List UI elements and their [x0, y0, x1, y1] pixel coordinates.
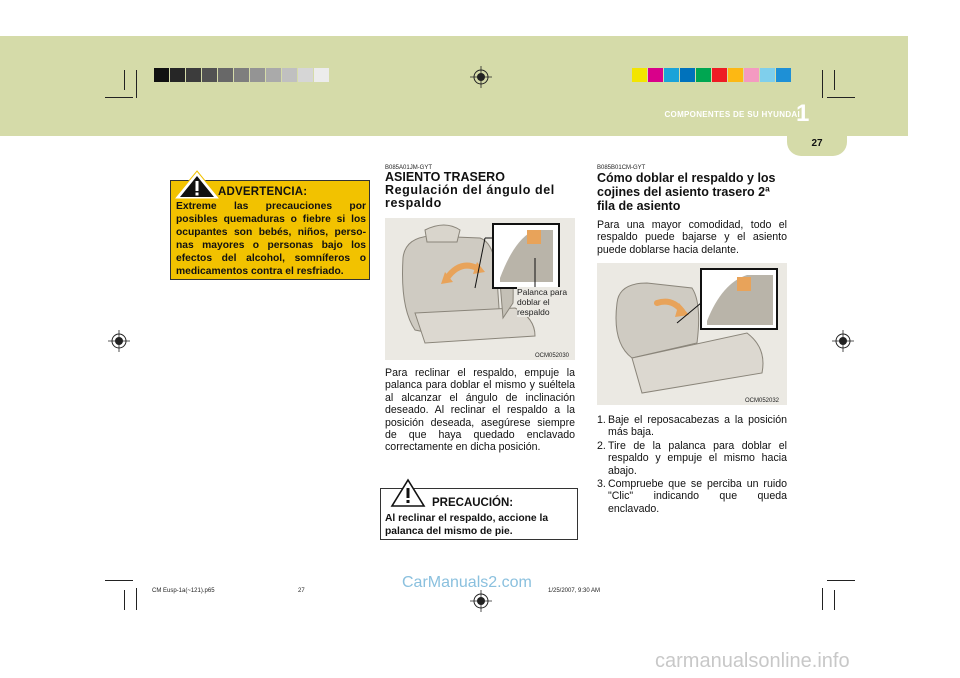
color-swatch [744, 68, 759, 82]
section-code: B085B01CM-GYT [597, 165, 646, 171]
color-swatch [648, 68, 663, 82]
footer-page: 27 [298, 588, 305, 594]
color-swatch [680, 68, 695, 82]
color-swatch [154, 68, 169, 82]
crop-mark [105, 580, 133, 581]
color-swatch [170, 68, 185, 82]
watermark-link[interactable]: CarManuals2.com [402, 574, 532, 591]
registration-target-icon [470, 590, 492, 612]
footer-date: 1/25/2007, 9:30 AM [548, 588, 601, 594]
color-swatch [760, 68, 775, 82]
color-swatch [298, 68, 313, 82]
color-swatch [776, 68, 791, 82]
registration-target-icon [108, 330, 130, 352]
color-swatch [632, 68, 647, 82]
registration-target-icon [832, 330, 854, 352]
crop-mark [105, 97, 133, 98]
rear-seat-text: Para reclinar el respaldo, empuje la palanca para doblar el mismo y suéltela al alcanzar el ángulo de inclinación deseado. Al reclinar el respaldo a la posición deseada, asegúrese siempre de que haya quedado enclavado correctamente en dicha posición. [385, 367, 575, 454]
color-swatch [696, 68, 711, 82]
color-swatch [186, 68, 201, 82]
color-swatch [266, 68, 281, 82]
rear-seat-section [385, 165, 575, 210]
crop-mark [124, 70, 125, 90]
list-item: 1. Baje el reposacabezas a la posición más baja. [597, 414, 787, 439]
color-swatch [664, 68, 679, 82]
chapter-label: COMPONENTES DE SU HYUNDAI [664, 110, 800, 119]
crop-mark [124, 590, 125, 610]
crop-mark [822, 588, 823, 610]
watermark-link[interactable]: carmanualsonline.info [655, 650, 850, 672]
fold-seat-section [597, 165, 787, 256]
list-item: 3. Compruebe que se perciba un ruido "Clic" indicando que queda enclavado. [597, 478, 787, 515]
fold-seat-illustration [597, 263, 787, 405]
footer-file: CM Eusp-1a(~121).p65 [152, 588, 215, 594]
warning-title: ADVERTENCIA: [218, 186, 308, 198]
crop-mark [827, 580, 855, 581]
fold-seat-photo [597, 263, 787, 405]
gray-calibration-bar [154, 68, 330, 82]
color-swatch [728, 68, 743, 82]
warning-text: Extreme las precauciones por posibles quemaduras o fiebre si los ocupantes son bebés, niños, perso-nas mayores o personas bajo los efectos del alcohol, somníferos o medicamentos contra el resfriado. [176, 201, 366, 277]
color-swatch [218, 68, 233, 82]
caution-text: Al reclinar el respaldo, accione la palanca del mismo de pie. [385, 513, 549, 537]
color-calibration-bar [632, 68, 792, 82]
color-swatch [314, 68, 329, 82]
warning-triangle-icon [172, 170, 222, 200]
crop-mark [136, 70, 137, 98]
color-swatch [712, 68, 727, 82]
caution-title: PRECAUCIÓN: [432, 497, 514, 509]
caution-triangle-icon [390, 478, 426, 508]
crop-mark [834, 590, 835, 610]
color-swatch [282, 68, 297, 82]
section-title: Cómo doblar el respaldo y los cojines del asiento trasero 2ª fila de asiento [597, 171, 776, 213]
crop-mark [834, 70, 835, 90]
registration-target-icon [470, 66, 492, 88]
color-swatch [250, 68, 265, 82]
photo-caption: OCM052032 [745, 398, 780, 404]
crop-mark [136, 588, 137, 610]
fold-intro-text: Para una mayor comodidad, todo el respaldo puede bajarse y el asiento puede doblarse hacia delante. [597, 219, 787, 256]
section-code: B085A01JM-GYT [385, 165, 433, 171]
photo-caption: OCM052030 [535, 353, 570, 359]
section-title: ASIENTO TRASERO [385, 170, 505, 184]
chapter-number: 1 [796, 100, 810, 127]
lever-label: Palanca para doblar el respaldo [517, 287, 575, 317]
crop-mark [827, 97, 855, 98]
list-item: 2. Tire de la palanca para doblar el respaldo y empuje el mismo hacia abajo. [597, 439, 787, 477]
crop-mark [822, 70, 823, 98]
color-swatch [234, 68, 249, 82]
section-subtitle: Regulación del ángulo del respaldo [385, 183, 555, 210]
color-swatch [202, 68, 217, 82]
page-number: 27 [811, 138, 823, 149]
fold-steps-list [597, 414, 787, 516]
